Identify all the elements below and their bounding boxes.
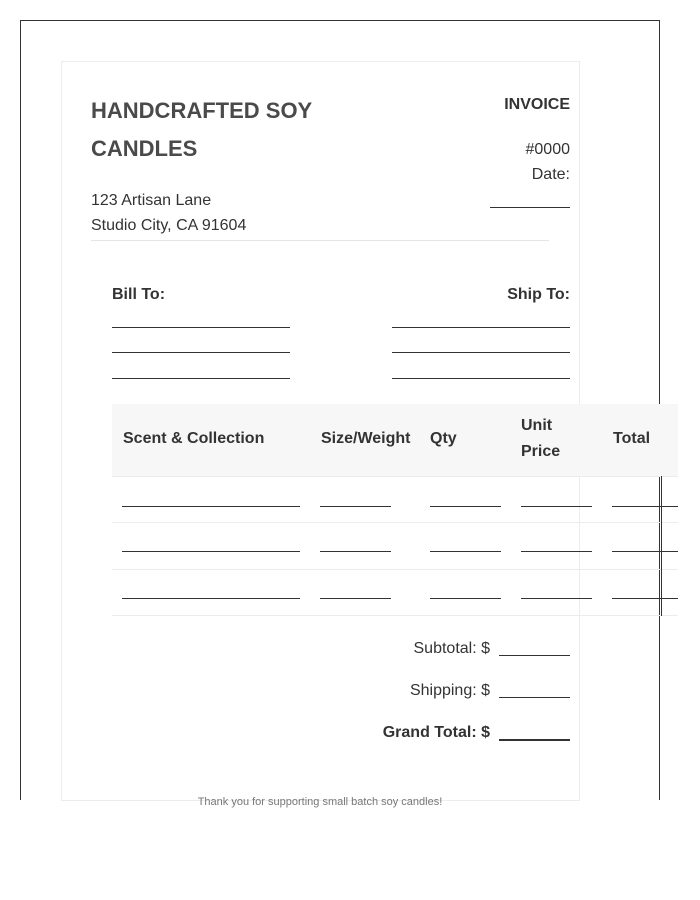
bill-to-line-3[interactable] xyxy=(112,378,290,379)
row3-scent-field[interactable] xyxy=(122,598,300,599)
invoice-title: INVOICE xyxy=(504,96,570,113)
row2-size-field[interactable] xyxy=(320,551,391,552)
row3-total-field[interactable] xyxy=(612,598,678,599)
bill-to-line-1[interactable] xyxy=(112,327,290,328)
bill-to-label: Bill To: xyxy=(112,286,166,303)
column-header-total: Total xyxy=(613,430,651,447)
table-row-border xyxy=(112,476,678,477)
column-header-unit-price: Unit Price xyxy=(521,417,561,460)
grand-total-label: Grand Total: $ xyxy=(382,724,490,741)
row1-scent-field[interactable] xyxy=(122,506,300,507)
row1-total-field[interactable] xyxy=(612,506,678,507)
header-divider xyxy=(91,240,549,241)
subtotal-field[interactable] xyxy=(499,655,570,656)
column-header-size: Size/Weight xyxy=(321,430,411,447)
shipping-field[interactable] xyxy=(499,697,570,698)
ship-to-label: Ship To: xyxy=(507,286,570,303)
table-row-border xyxy=(112,522,678,523)
row3-size-field[interactable] xyxy=(320,598,391,599)
shipping-label: Shipping: $ xyxy=(409,682,490,699)
table-row-border xyxy=(112,569,678,570)
frame-edge-line xyxy=(661,476,662,616)
row1-unit-price-field[interactable] xyxy=(521,506,592,507)
column-header-scent: Scent & Collection xyxy=(123,430,265,447)
row2-scent-field[interactable] xyxy=(122,551,300,552)
row3-qty-field[interactable] xyxy=(430,598,501,599)
invoice-date-field[interactable] xyxy=(490,207,570,208)
invoice-number: #0000 xyxy=(525,141,570,158)
company-name: HANDCRAFTED SOY CANDLES xyxy=(91,98,312,161)
bill-to-line-2[interactable] xyxy=(112,352,290,353)
invoice-date-label: Date: xyxy=(531,166,570,183)
table-row-border xyxy=(112,615,678,616)
ship-to-line-3[interactable] xyxy=(392,378,570,379)
subtotal-label: Subtotal: $ xyxy=(413,640,490,657)
row1-qty-field[interactable] xyxy=(430,506,501,507)
row2-total-field[interactable] xyxy=(612,551,678,552)
footer-note: Thank you for supporting small batch soy candles! xyxy=(197,796,443,808)
company-address-line2: Studio City, CA 91604 xyxy=(91,217,247,234)
row2-qty-field[interactable] xyxy=(430,551,501,552)
ship-to-line-2[interactable] xyxy=(392,352,570,353)
row3-unit-price-field[interactable] xyxy=(521,598,592,599)
ship-to-line-1[interactable] xyxy=(392,327,570,328)
column-header-qty: Qty xyxy=(430,430,457,447)
grand-total-field[interactable] xyxy=(499,739,570,741)
row1-size-field[interactable] xyxy=(320,506,391,507)
row2-unit-price-field[interactable] xyxy=(521,551,592,552)
company-address-line1: 123 Artisan Lane xyxy=(91,192,212,209)
